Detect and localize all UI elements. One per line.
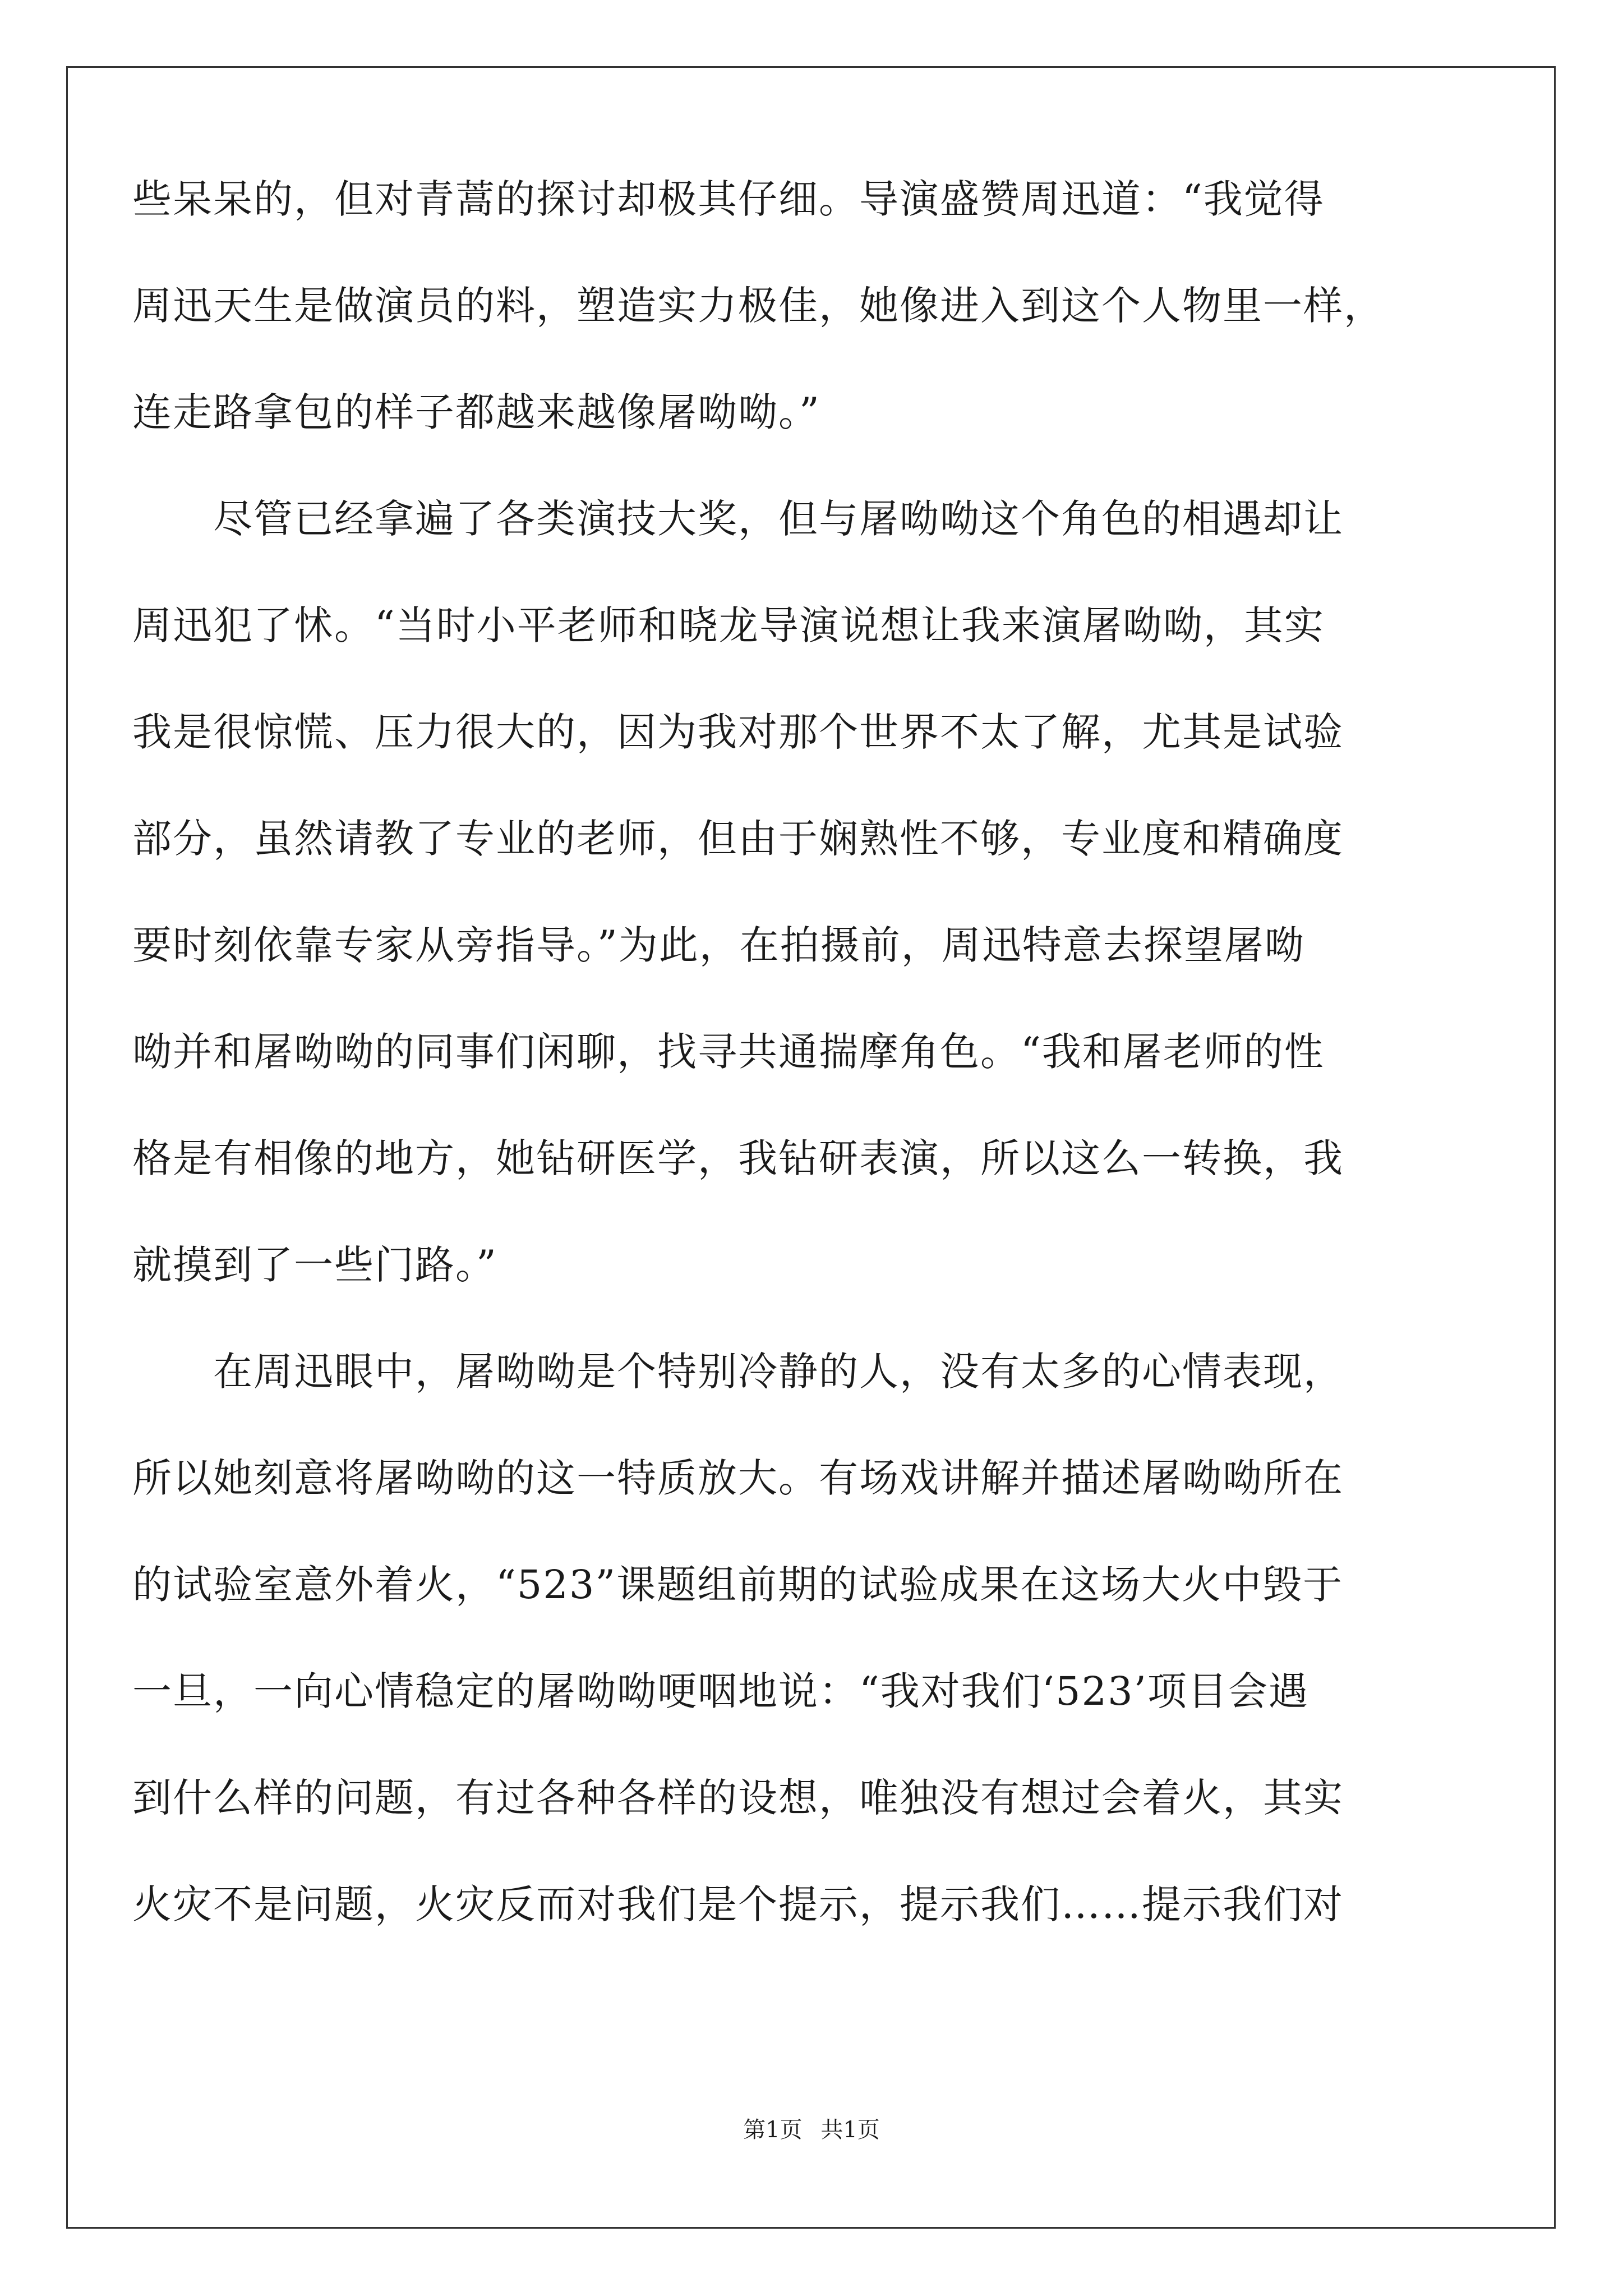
text-line: 周迅犯了怵。“当时小平老师和晓龙导演说想让我来演屠呦呦，其实 — [132, 602, 1325, 648]
text-line: 在周迅眼中，屠呦呦是个特别冷静的人，没有太多的心情表现， — [132, 1349, 1344, 1395]
text-line: 到什么样的问题，有过各种各样的设想，唯独没有想过会着火，其实 — [132, 1775, 1344, 1821]
page-number-current: 第1页 — [743, 2117, 803, 2143]
text-line: 部分，虽然请教了专业的老师，但由于娴熟性不够，专业度和精确度 — [132, 816, 1344, 862]
text-line: 连走路拿包的样子都越来越像屠呦呦。” — [132, 389, 820, 435]
text-line: 呦并和屠呦呦的同事们闲聊，找寻共通揣摩角色。“我和屠老师的性 — [132, 1029, 1325, 1075]
text-line: 我是很惊慌、压力很大的，因为我对那个世界不太了解，尤其是试验 — [132, 709, 1344, 755]
text-line: 所以她刻意将屠呦呦的这一特质放大。有场戏讲解并描述屠呦呦所在 — [132, 1455, 1344, 1501]
text-line: 尽管已经拿遍了各类演技大奖，但与屠呦呦这个角色的相遇却让 — [132, 496, 1344, 542]
text-line: 周迅天生是做演员的料，塑造实力极佳，她像进入到这个人物里一样， — [132, 283, 1384, 329]
text-line: 一旦，一向心情稳定的屠呦呦哽咽地说：“我对我们‘523’项目会遇 — [132, 1668, 1309, 1714]
text-line: 些呆呆的，但对青蒿的探讨却极其仔细。导演盛赞周迅道：“我觉得 — [132, 176, 1325, 222]
page-footer — [0, 2113, 1623, 2147]
text-line: 火灾不是问题，火灾反而对我们是个提示，提示我们……提示我们对 — [132, 1881, 1344, 1927]
text-line: 就摸到了一些门路。” — [132, 1242, 497, 1288]
text-line: 要时刻依靠专家从旁指导。”为此，在拍摄前，周迅特意去探望屠呦 — [132, 922, 1305, 968]
text-line: 格是有相像的地方，她钻研医学，我钻研表演，所以这么一转换，我 — [132, 1135, 1344, 1181]
page-number-total: 共1页 — [820, 2117, 880, 2143]
text-line: 的试验室意外着火，“523”课题组前期的试验成果在这场大火中毁于 — [132, 1562, 1344, 1608]
